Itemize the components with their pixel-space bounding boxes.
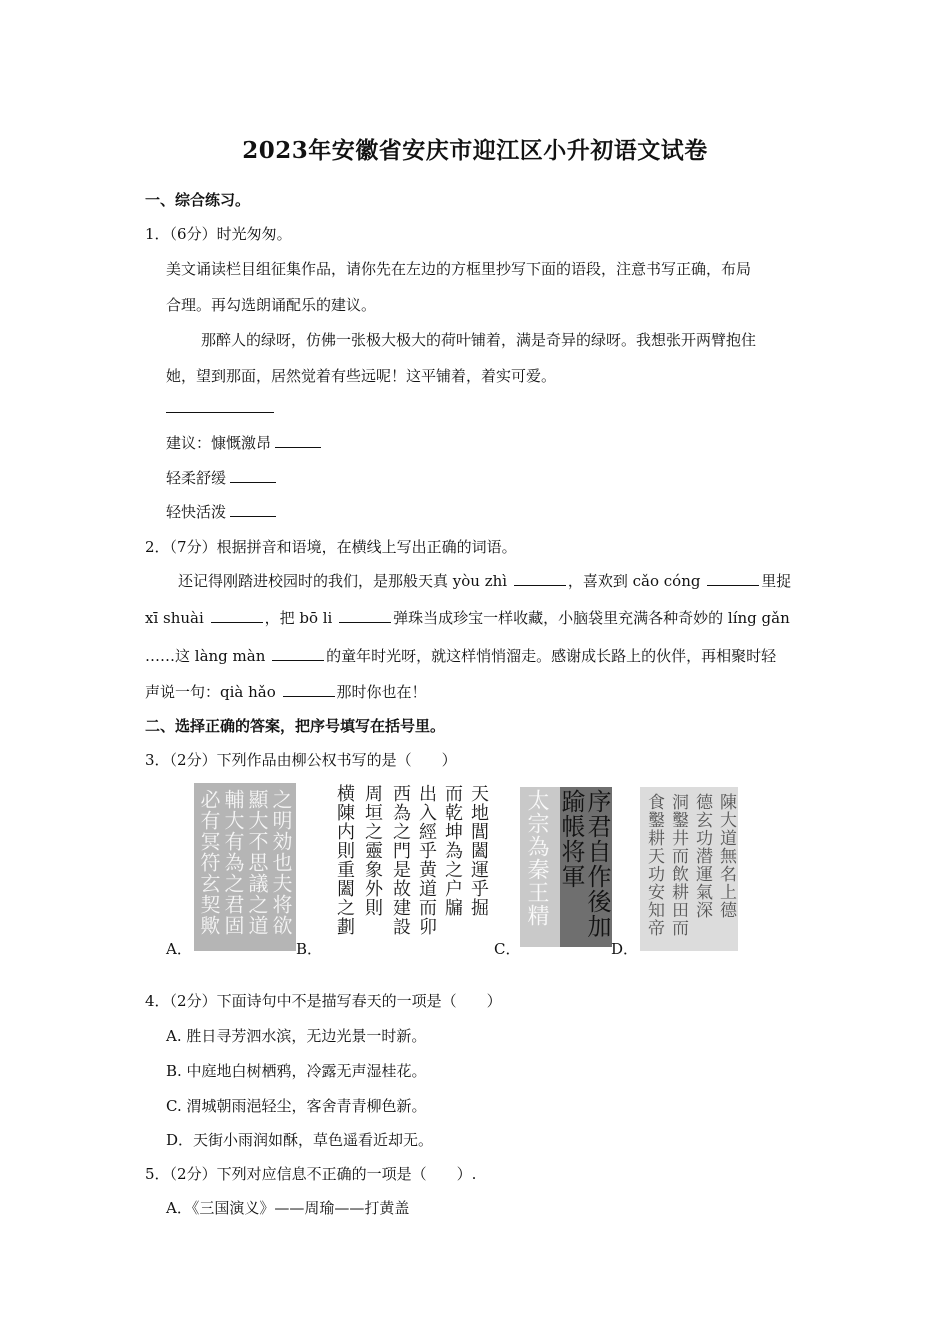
q1-copy-blank[interactable] bbox=[166, 412, 274, 413]
answer-blank[interactable] bbox=[230, 468, 276, 483]
calligraphy-image-d: 陳大道無名上德 德玄功潜運氣深 洞鑿井而飲耕田而 食鑿耕天功安知帝 bbox=[640, 787, 738, 951]
page-title: 2023年安徽省安庆市迎江区小升初语文试卷 bbox=[242, 137, 708, 164]
q5-heading: 5．（2分）下列对应信息不正确的一项是（ ）. bbox=[145, 1165, 477, 1183]
q1-option-3: 轻快活泼 bbox=[166, 502, 276, 522]
q4-option-a[interactable]: A. 胜日寻芳泗水滨，无边光景一时新。 bbox=[166, 1027, 427, 1045]
q1-desc-line2: 合理。再勾选朗诵配乐的建议。 bbox=[166, 296, 377, 314]
q3-option-b-label[interactable]: B． bbox=[296, 940, 323, 958]
q1-desc-line1: 美文诵读栏目组征集作品，请你先在左边的方框里抄写下面的语段，注意书写正确，布局 bbox=[166, 260, 752, 278]
q1-option-2: 轻柔舒缓 bbox=[166, 468, 276, 488]
q2-heading: 2．（7分）根据拼音和语境，在横线上写出正确的词语。 bbox=[145, 538, 517, 556]
q2-line4: 声说一句：qià hǎo 那时你也在！ bbox=[145, 683, 427, 701]
section-1-heading: 一、综合练习。 bbox=[145, 191, 251, 209]
q1-passage-line1: 那醉人的绿呀，仿佛一张极大极大的荷叶铺着，满是奇异的绿呀。我想张开两臂抱住 bbox=[201, 331, 757, 349]
q2-line1: 还记得刚踏进校园时的我们，是那般天真 yòu zhì ，喜欢到 cǎo cóng 里捉 bbox=[178, 572, 792, 590]
q5-option-a[interactable]: A．《三国演义》——周瑜——打黄盖 bbox=[166, 1199, 410, 1217]
q3-option-d-label[interactable]: D． bbox=[611, 940, 639, 958]
section-2-heading: 二、选择正确的答案，把序号填写在括号里。 bbox=[145, 717, 446, 735]
q3-option-c-label[interactable]: C． bbox=[494, 940, 521, 958]
calligraphy-image-a: 之明効也夫将欲 顯大不思議之道 輔大有為之君固 必有冥符玄契歟 bbox=[194, 783, 296, 951]
answer-blank[interactable] bbox=[272, 646, 324, 661]
q1-heading: 1．（6分）时光匆匆。 bbox=[145, 225, 292, 243]
q4-heading: 4．（2分）下面诗句中不是描写春天的一项是（ ） bbox=[145, 992, 502, 1010]
calligraphy-image-c: 序君自作後加 踰帳将軍 太宗為秦王精 bbox=[520, 787, 612, 947]
q3-option-a-label[interactable]: A． bbox=[166, 940, 192, 958]
q1-option-1: 建议：慷慨激昂 bbox=[166, 433, 321, 453]
answer-blank[interactable] bbox=[514, 571, 566, 586]
answer-blank[interactable] bbox=[707, 571, 759, 586]
q2-line3: ……这 làng màn 的童年时光呀，就这样悄悄溜走。感谢成长路上的伙伴，再相聚时轻 bbox=[145, 647, 777, 665]
answer-blank[interactable] bbox=[275, 433, 321, 448]
answer-blank[interactable] bbox=[230, 502, 276, 517]
q4-option-c[interactable]: C. 渭城朝雨浥轻尘，客舍青青柳色新。 bbox=[166, 1097, 427, 1115]
q4-option-d[interactable]: D．天街小雨润如酥，草色遥看近却无。 bbox=[166, 1131, 434, 1149]
calligraphy-image-b: 天地閶闔運乎掘 而乾坤為之户牖 出入經乎黄道而卯 西為之門是故建設 周垣之靈象外則 横陳内則重闔之劃 bbox=[322, 778, 494, 951]
q3-heading: 3．（2分）下列作品由柳公权书写的是（ ） bbox=[145, 751, 457, 769]
answer-blank[interactable] bbox=[339, 608, 391, 623]
answer-blank[interactable] bbox=[283, 682, 335, 697]
q1-passage-line2: 她，望到那面，居然觉着有些远呢！这平铺着，着实可爱。 bbox=[166, 367, 557, 385]
q2-line2: xī shuài ，把 bō li 弹珠当成珍宝一样收藏，小脑袋里充满各种奇妙的 líng gǎn bbox=[145, 609, 790, 627]
q4-option-b[interactable]: B. 中庭地白树栖鸦，冷露无声湿桂花。 bbox=[166, 1062, 427, 1080]
answer-blank[interactable] bbox=[211, 608, 263, 623]
